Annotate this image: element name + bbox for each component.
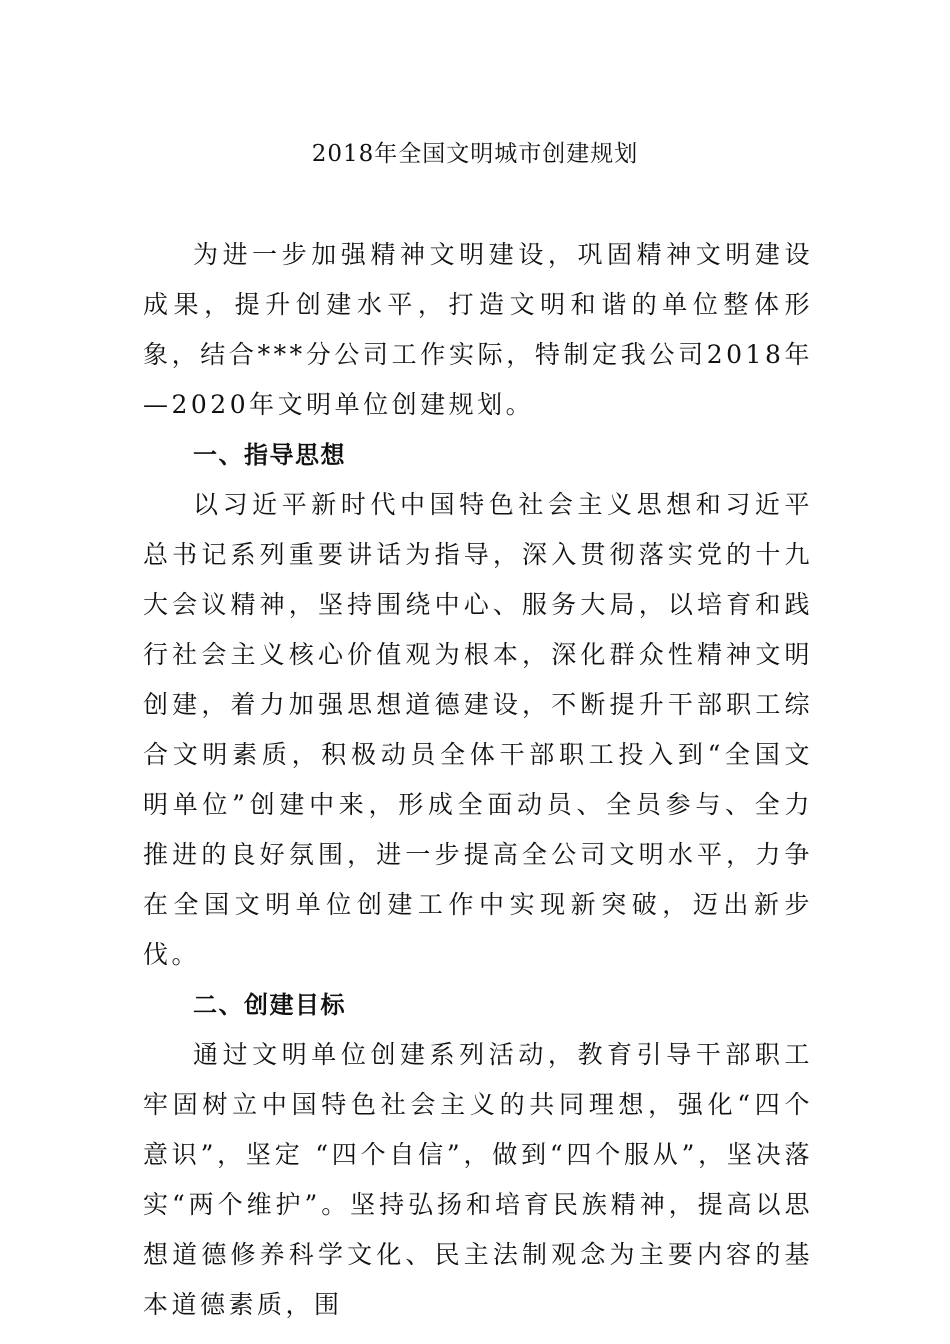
document-title: 2018年全国文明城市创建规划 (311, 141, 639, 167)
section-heading-guiding-ideology: 一、指导思想 (193, 441, 346, 469)
creation-goals-paragraph: 通过文明单位创建系列活动，教育引导干部职工牢固树立中国特色社会主义的共同理想，强化“四个意识”，坚定 “四个自信”，做到“四个服从”，坚决落实“两个维护”。坚持弘扬和培育民族精神，提高以思想道德修养科学文化、民主法制观念为主要内容的基本道德素质，围 (143, 1040, 813, 1319)
section-heading-creation-goals: 二、创建目标 (193, 991, 346, 1019)
intro-paragraph: 为进一步加强精神文明建设，巩固精神文明建设成果，提升创建水平，打造文明和谐的单位整体形象，结合***分公司工作实际，特制定我公司2018年—2020年文明单位创建规划。 (143, 240, 813, 419)
guiding-ideology-paragraph: 以习近平新时代中国特色社会主义思想和习近平总书记系列重要讲话为指导，深入贯彻落实党的十九大会议精神，坚持围绕中心、服务大局，以培育和践行社会主义核心价值观为根本，深化群众性精神文明创建，着力加强思想道德建设，不断提升干部职工综合文明素质，积极动员全体干部职工投入到“全国文明单位”创建中来，形成全面动员、全员参与、全力推进的良好氛围，进一步提高全公司文明水平，力争在全国文明单位创建工作中实现新突破，迈出新步伐。 (143, 490, 813, 969)
document-body (143, 230, 813, 1330)
